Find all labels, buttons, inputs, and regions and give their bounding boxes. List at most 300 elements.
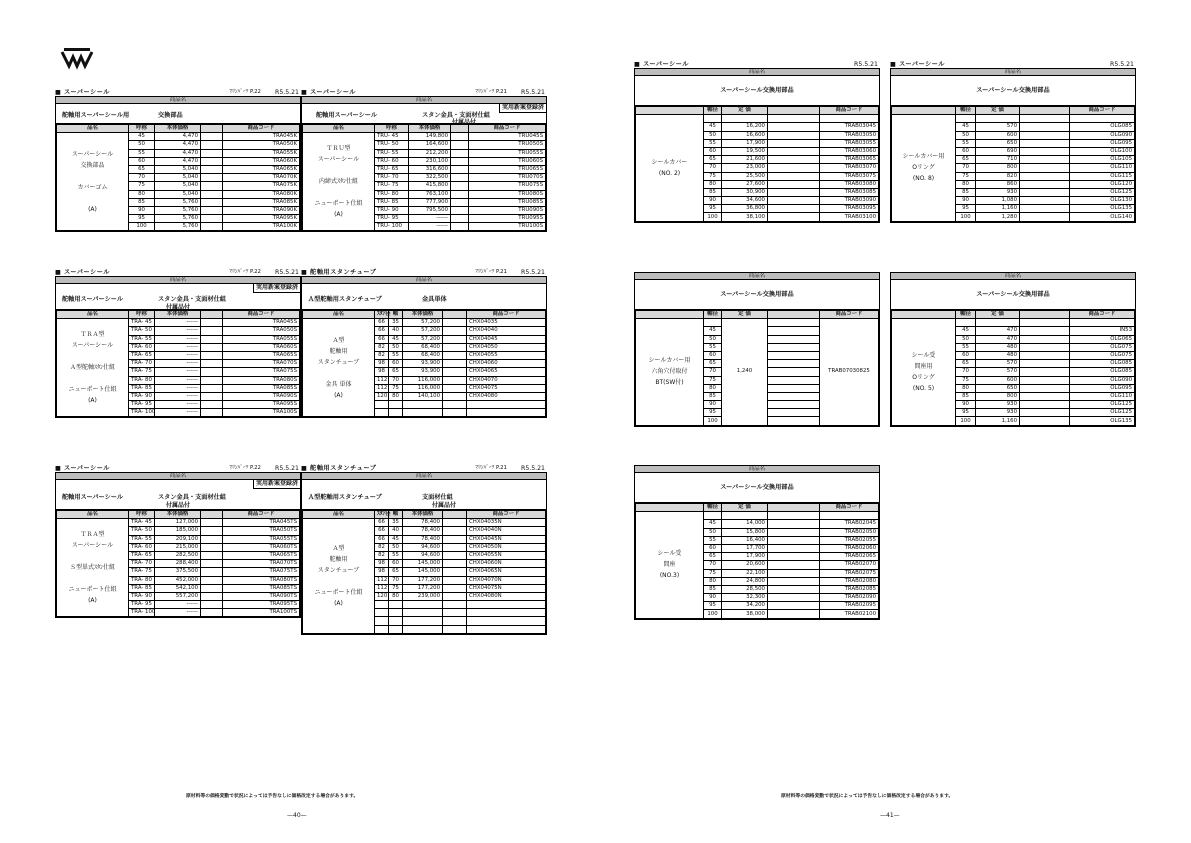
product-code: TRU085S	[469, 198, 546, 206]
table-supersheel-parts	[55, 88, 301, 232]
price: 557,200	[155, 592, 201, 600]
blank-cell	[768, 180, 820, 188]
blank-cell	[704, 115, 722, 123]
blank-cell	[201, 401, 223, 409]
blank-cell	[1020, 376, 1070, 384]
product-code: OLG125	[1070, 188, 1135, 196]
price: 23,000	[722, 164, 768, 172]
shaft-size: TRU- 45	[375, 133, 409, 141]
product-code: OLG105	[1070, 156, 1135, 164]
shaft-size: 65	[956, 360, 976, 368]
product-label-line: シール受	[657, 550, 682, 558]
product-code: TRAB07030825	[820, 319, 879, 425]
price: 164,600	[409, 141, 451, 149]
product-label-line: (NO. 8)	[912, 175, 935, 183]
shaft-size: 65	[704, 156, 722, 164]
price	[403, 609, 443, 617]
blank-cell	[768, 401, 820, 409]
product-label-line: シールカバー用	[902, 153, 945, 161]
price	[403, 601, 443, 609]
blank-cell	[768, 188, 820, 196]
blank-cell	[1020, 205, 1070, 213]
shaft-size: 70	[389, 576, 403, 584]
blank-cell	[722, 115, 768, 123]
price: 4,470	[155, 157, 201, 165]
product-title: 舵軸用スーパーシール用 交換部品	[56, 104, 300, 124]
blank-cell	[443, 609, 467, 617]
product-code: TRA080K	[223, 190, 300, 198]
product-label-line: Ｓ型単式ｽﾀﾝ仕組	[69, 564, 115, 572]
product-code: TRA090TS	[223, 592, 300, 600]
blank-cell	[1020, 147, 1070, 155]
blank-cell	[201, 141, 223, 149]
blank-cell	[443, 327, 467, 335]
product-code: TRU065S	[469, 165, 546, 173]
product-code: OLG065	[1070, 335, 1135, 343]
price: 68,400	[403, 351, 443, 359]
product-code: TRU045S	[469, 133, 546, 141]
price: ------	[155, 319, 201, 327]
price: 570	[976, 123, 1020, 131]
product-label-line: シールカバー	[651, 158, 688, 166]
blank-cell	[451, 174, 469, 182]
price: 5,760	[155, 206, 201, 214]
product-label-line: ニューポート仕組	[314, 589, 363, 596]
product-label-line: ニューポート仕組	[314, 200, 363, 208]
shaft-size: 60	[704, 544, 722, 552]
product-code: OLG125	[1070, 401, 1135, 409]
shaft-size: 95	[704, 409, 722, 417]
table-row	[303, 133, 546, 141]
shaft-size	[389, 601, 403, 609]
price: ------	[155, 392, 201, 400]
shaft-size: TRU- 90	[375, 206, 409, 214]
product-code: OLG135	[1070, 417, 1135, 425]
blank-cell	[1070, 319, 1135, 327]
price: 650	[976, 384, 1020, 392]
stern-size: 98	[375, 368, 389, 376]
shaft-size: 55	[956, 139, 976, 147]
shaft-size: 65	[704, 553, 722, 561]
stern-size: 66	[375, 519, 389, 527]
product-code: TRA055K	[223, 149, 300, 157]
price: 145,000	[403, 560, 443, 568]
blank-cell	[443, 392, 467, 400]
product-code: TRA045TS	[223, 519, 300, 527]
shaft-size: 45	[956, 123, 976, 131]
price: 38,100	[722, 213, 768, 221]
product-code: CHX04075	[467, 384, 546, 392]
blank-cell	[201, 519, 223, 527]
stern-size: 98	[375, 568, 389, 576]
price: 16,600	[722, 131, 768, 139]
stern-size: 120	[375, 392, 389, 400]
product-code: OLG100	[1070, 147, 1135, 155]
product-code: TRAB02075	[820, 569, 879, 577]
product-code: OLG120	[1070, 180, 1135, 188]
price: 25,500	[722, 172, 768, 180]
product-code: TRA070K	[223, 174, 300, 182]
price	[403, 401, 443, 409]
product-label-line: ニューポート仕組	[68, 586, 117, 594]
shaft-size: 75	[389, 584, 403, 592]
stern-size: 98	[375, 560, 389, 568]
blank-cell	[201, 182, 223, 190]
shaft-size: 90	[704, 197, 722, 205]
product-label-line	[59, 373, 126, 384]
shaft-size: TRA- 70	[129, 560, 155, 568]
product-code: TRAB02100	[820, 610, 879, 618]
product-code: TRAB03070	[820, 164, 879, 172]
blank-cell	[768, 213, 820, 221]
shaft-size: 100	[704, 417, 722, 425]
price: 4,470	[155, 141, 201, 149]
product-code: TRA095S	[223, 401, 300, 409]
stern-size: 66	[375, 527, 389, 535]
blank-cell	[201, 560, 223, 568]
product-code: CHX04035N	[467, 519, 546, 527]
shaft-size: 45	[704, 123, 722, 131]
product-code: TRA050S	[223, 327, 300, 335]
price: 322,500	[409, 174, 451, 182]
shaft-size: TRA- 75	[129, 568, 155, 576]
shaft-size: 45	[389, 335, 403, 343]
price: 230,100	[409, 157, 451, 165]
blank-cell	[768, 409, 820, 417]
price: 19,500	[722, 147, 768, 155]
price: ------	[155, 343, 201, 351]
blank-cell	[1020, 401, 1070, 409]
shaft-size: 60	[704, 147, 722, 155]
product-code: TRAB03055	[820, 139, 879, 147]
product-code: CHX04075N	[467, 584, 546, 592]
price: 4,470	[155, 133, 201, 141]
product-label-line	[59, 171, 126, 182]
stern-size	[375, 409, 389, 417]
blank-cell	[443, 543, 467, 551]
price: 570	[976, 360, 1020, 368]
blank-cell	[451, 149, 469, 157]
blank-cell	[768, 528, 820, 536]
shaft-size: 75	[704, 172, 722, 180]
product-code: CHX04050	[467, 343, 546, 351]
product-label-line	[59, 193, 126, 204]
shaft-size: TRU- 75	[375, 182, 409, 190]
product-label-line: (A)	[88, 397, 97, 405]
blank-cell	[201, 149, 223, 157]
price: 116,000	[403, 376, 443, 384]
blank-cell	[1070, 115, 1135, 123]
blank-cell	[768, 156, 820, 164]
product-code: TRAB03100	[820, 213, 879, 221]
product-label	[303, 519, 375, 634]
shaft-size: 75	[389, 384, 403, 392]
product-code: TRU090S	[469, 206, 546, 214]
product-label-line: カバーゴム	[77, 183, 108, 191]
price: 600	[976, 131, 1020, 139]
blank-cell	[443, 409, 467, 417]
blank-cell	[768, 197, 820, 205]
product-code: TRAB03050	[820, 131, 879, 139]
price: 116,000	[403, 384, 443, 392]
shaft-size: TRU- 85	[375, 198, 409, 206]
price: 650	[976, 139, 1020, 147]
shaft-size: 55	[704, 343, 722, 351]
price: 149,800	[409, 133, 451, 141]
table-stern-tube-bearing: ■ 舵軸用スタンチューブ ﾏﾘﾝﾊﾟｰﾂ P.21 R5.5.21 商品名 Ａ型舵軸用スタンチューブ 支面材仕組 付属品付 品名 ｽﾀﾝ径 軸 本体価格 商品コード Ａ型 舵軸用 スタンチューブ ニューポート仕組 (A) 66 35 78,400 CHX04035N 66 40 78,400 CHX04040N 66 45 78,400 CHX04045N 82 50 94,600 CHX04050N 82 55 94,600 CHX04055N 98 60 145,000 CHX04060N 98 65 145,000 CHX04065N 112 70 177,200 CHX04070N 112 75 177,200 CHX04075N 120 80 239,000 CHX04080N	[301, 464, 547, 635]
product-code: OLG110	[1070, 392, 1135, 400]
stern-size	[375, 609, 389, 617]
shaft-size: 55	[389, 551, 403, 559]
blank-cell	[201, 568, 223, 576]
price: 5,040	[155, 182, 201, 190]
price: 17,900	[722, 139, 768, 147]
blank-cell	[201, 584, 223, 592]
blank-cell	[820, 512, 879, 520]
price: 930	[976, 409, 1020, 417]
shaft-size: TRA- 45	[129, 519, 155, 527]
shaft-size: 65	[704, 360, 722, 368]
product-label-line: スタンチューブ	[317, 567, 360, 574]
blank-cell	[443, 376, 467, 384]
product-code: TRA085TS	[223, 584, 300, 592]
blank-cell	[443, 343, 467, 351]
shaft-size: 80	[129, 190, 155, 198]
blank-cell	[768, 553, 820, 561]
price: 930	[976, 401, 1020, 409]
product-label-line: Ａ型	[332, 336, 345, 344]
blank-cell	[443, 568, 467, 576]
blank-cell	[443, 351, 467, 359]
shaft-size: 55	[389, 351, 403, 359]
product-code: TRA070TS	[223, 560, 300, 568]
product-label-line	[59, 351, 126, 362]
product-code: TRA065TS	[223, 551, 300, 559]
shaft-size: 70	[129, 174, 155, 182]
shaft-size: 50	[704, 131, 722, 139]
product-label-line	[305, 576, 372, 587]
blank-cell	[1020, 384, 1070, 392]
blank-cell	[956, 319, 976, 327]
shaft-size: TRU- 65	[375, 165, 409, 173]
blank-cell	[443, 401, 467, 409]
product-label-line: (A)	[334, 391, 343, 399]
table-tru-supersheel: ■ スーパーシール ﾏﾘﾝﾊﾟｰﾂ P.21 R5.5.21 商品名 実用新案登録済 舵軸用スーパーシール スタン金具・支面材仕組 付属品付 品名 呼称 本体価格 商品コード ＴＲＵ型 スーパーシール 内締式ｽﾀﾝ仕組 ニューポート仕組 (A) TRU- 45 149,800 TRU045S TRU- 50 164,600 TRU050S TRU- 55 212,200 TRU055S TRU- 60 230,100 TRU060S TRU- 65 316,600 TRU065S TRU- 70 322,500 TRU070S TRU- 75 415,800 TRU075S TRU- 80 763,100 TRU080S TRU- 85 777,900 TRU085S TRU- 90 795,500 TRU090S TRU- 95 ------ TRU095S TRU- 100 ------ TRU100S	[301, 88, 547, 232]
product-label-line: (A)	[334, 600, 343, 607]
price: 215,000	[155, 543, 201, 551]
blank-cell	[768, 131, 820, 139]
product-code: OLG140	[1070, 213, 1135, 221]
shaft-size: 55	[956, 343, 976, 351]
table-stern-tube-fittings: ■ 舵軸用スタンチューブ ﾏﾘﾝﾊﾟｰﾂ P.21 R5.5.21 商品名 Ａ型舵軸用スタンチューブ 金具単体 品名 ｽﾀﾝ径 軸 本体価格 商品コード Ａ型 舵軸用 スタンチューブ 金具 単体 (A) 66 35 57,200 CHX04035 66 40 57,200 CHX04040 66 45 57,200 CHX04045 82 50 68,400 CHX04050 82 55 68,400 CHX04055 98 60 93,900 CHX04060 98 65 93,900 CHX04065 112 70 116,000 CHX04070 112 75 116,000 CHX04075 120 80 140,100 CHX04080	[301, 268, 547, 418]
stern-size: 112	[375, 584, 389, 592]
page-number-left: —40—	[287, 812, 307, 819]
blank-cell	[201, 551, 223, 559]
product-code: TRAB02095	[820, 602, 879, 610]
price: ------	[155, 351, 201, 359]
shaft-size: TRA- 90	[129, 392, 155, 400]
shaft-size: 65	[389, 368, 403, 376]
blank-cell	[1020, 409, 1070, 417]
product-code: OLG130	[1070, 197, 1135, 205]
blank-cell	[201, 527, 223, 535]
shaft-size: TRU- 95	[375, 215, 409, 223]
price: ------	[155, 368, 201, 376]
stern-size: 82	[375, 551, 389, 559]
product-code: TRAB02055	[820, 536, 879, 544]
shaft-size: 85	[704, 188, 722, 196]
shaft-size: TRA- 100	[129, 409, 155, 417]
price: 93,900	[403, 360, 443, 368]
product-code: CHX04065	[467, 368, 546, 376]
product-code: TRU100S	[469, 223, 546, 231]
blank-cell	[201, 592, 223, 600]
blank-cell	[1020, 139, 1070, 147]
blank-cell	[768, 164, 820, 172]
shaft-size: 75	[956, 376, 976, 384]
price: 94,600	[403, 543, 443, 551]
blank-cell	[768, 602, 820, 610]
shaft-size: TRA- 65	[129, 351, 155, 359]
product-label-line: 六角穴付取付	[651, 368, 688, 376]
blank-cell	[201, 327, 223, 335]
shaft-size: 45	[704, 520, 722, 528]
shaft-size: 70	[956, 368, 976, 376]
blank-cell	[451, 157, 469, 165]
blank-cell	[443, 576, 467, 584]
table-row	[636, 115, 879, 123]
shaft-size: TRU- 70	[375, 174, 409, 182]
blank-cell	[956, 115, 976, 123]
shaft-size: TRA- 55	[129, 335, 155, 343]
table-row	[892, 115, 1135, 123]
blank-cell	[1020, 351, 1070, 359]
price: 212,200	[409, 149, 451, 157]
stern-size: 112	[375, 576, 389, 584]
shaft-size: 70	[956, 164, 976, 172]
shaft-size: 80	[389, 592, 403, 600]
shaft-size: 95	[129, 215, 155, 223]
blank-cell	[201, 384, 223, 392]
price: 145,000	[403, 568, 443, 576]
shaft-size: 90	[956, 401, 976, 409]
product-code: TRAB03060	[820, 147, 879, 155]
price: 16,400	[722, 536, 768, 544]
blank-cell	[768, 384, 820, 392]
product-code: TRA060K	[223, 157, 300, 165]
shaft-size: 80	[956, 384, 976, 392]
price: 5,040	[155, 174, 201, 182]
section-header: ■ スーパーシール ﾏﾘﾝﾊﾟｰﾂ P.22 R5.5.21	[55, 89, 299, 96]
product-code: CHX04065N	[467, 568, 546, 576]
price: 288,400	[155, 560, 201, 568]
price: 68,400	[403, 343, 443, 351]
price: 21,600	[722, 156, 768, 164]
blank-cell	[443, 527, 467, 535]
shaft-size: TRA- 85	[129, 584, 155, 592]
product-label-line: Oリング	[912, 164, 935, 172]
blank-cell	[451, 141, 469, 149]
blank-cell	[443, 368, 467, 376]
price: 1,240	[722, 319, 768, 425]
product-label-line	[59, 573, 126, 584]
blank-cell	[1020, 392, 1070, 400]
shaft-size: 35	[389, 519, 403, 527]
shaft-size: TRA- 95	[129, 601, 155, 609]
shaft-size: 95	[704, 602, 722, 610]
table-row	[57, 133, 300, 141]
product-label-line	[59, 551, 126, 562]
product-code	[467, 409, 546, 417]
product-label-line: (NO. 2)	[658, 169, 681, 177]
shaft-size: 70	[704, 368, 722, 376]
price: 4,470	[155, 149, 201, 157]
shaft-size: 75	[956, 172, 976, 180]
product-label	[57, 133, 129, 231]
shaft-size: 75	[704, 569, 722, 577]
shaft-size: 95	[704, 205, 722, 213]
price: 17,900	[722, 553, 768, 561]
price: 78,400	[403, 527, 443, 535]
blank-cell	[768, 610, 820, 618]
product-code: OLG075	[1070, 343, 1135, 351]
product-code: TRAB02090	[820, 594, 879, 602]
shaft-size: 55	[129, 149, 155, 157]
price: 470	[976, 335, 1020, 343]
blank-cell	[201, 351, 223, 359]
table-tra-a-type: ■ スーパーシール ﾏﾘﾝﾊﾟｰﾂ P.22 R5.5.21 商品名 実用新案登録済 舵軸用スーパーシール スタン金具・支面材仕組 付属品付 品名 呼称 本体価格 商品コード ＴＲＡ型 スーパーシール Ａ型舵軸ｽﾀﾝ仕組 ニューポート仕組 (A) TRA- 45 ------ TRA045S TRA- 50 ------ TRA050S TRA- 55 ------ TRA055S TRA- 60 ------ TRA060S TRA- 65 ------ TRA065S TRA- 70 ------ TRA070S TRA- 75 ------ TRA075S TRA- 80 ------ TRA080S TRA- 85 ------ TRA085S TRA- 90 ------ TRA090S TRA- 95 ------ TRA095S TRA- 100 ------ TRA100S	[55, 268, 301, 418]
shaft-size: TRA- 85	[129, 384, 155, 392]
product-code: TRA065S	[223, 351, 300, 359]
blank-cell	[1020, 197, 1070, 205]
price: 480	[976, 351, 1020, 359]
blank-cell	[1020, 131, 1070, 139]
product-code: TRAB03095	[820, 205, 879, 213]
price: 470	[976, 327, 1020, 335]
product-code: TRA060S	[223, 343, 300, 351]
product-code: TRU050S	[469, 141, 546, 149]
shaft-size: TRA- 80	[129, 376, 155, 384]
price: ------	[409, 215, 451, 223]
product-code	[467, 625, 546, 633]
stern-size: 66	[375, 327, 389, 335]
product-code: TRA100TS	[223, 609, 300, 617]
product-code: TRA075S	[223, 368, 300, 376]
blank-cell	[201, 174, 223, 182]
blank-cell	[1020, 417, 1070, 425]
blank-cell	[768, 392, 820, 400]
stern-size: 112	[375, 384, 389, 392]
price: ------	[155, 384, 201, 392]
price: 209,100	[155, 535, 201, 543]
product-code: TRAB02070	[820, 561, 879, 569]
product-code: TRA070S	[223, 360, 300, 368]
shaft-size: TRA- 65	[129, 551, 155, 559]
product-code: OLG110	[1070, 164, 1135, 172]
shaft-size: TRA- 95	[129, 401, 155, 409]
blank-cell	[451, 133, 469, 141]
blank-cell	[1020, 343, 1070, 351]
product-code: TRA055S	[223, 335, 300, 343]
product-code: TRAB03090	[820, 197, 879, 205]
price: 710	[976, 156, 1020, 164]
table-seal-seat-oring: 商品名 スーパーシール交換用部品 軸径 定 価 商品コード シール受 間座用 Oリング (NO. 5) 45 470 IN53 50 470 OLG065 55 480 OLG075 60 480 OLG075 65 570 OLG085 70 570 OLG085 75 600 OLG090 80 650 OLG095 85 800 OLG110 90 930 OLG125 95 930 OLG125 100 1,160 OLG135	[890, 272, 1136, 427]
price: 78,400	[403, 535, 443, 543]
blank-cell	[1020, 188, 1070, 196]
blank-cell	[443, 319, 467, 327]
product-label-line: Ａ型舵軸ｽﾀﾝ仕組	[69, 364, 115, 372]
product-code: CHX04070N	[467, 576, 546, 584]
